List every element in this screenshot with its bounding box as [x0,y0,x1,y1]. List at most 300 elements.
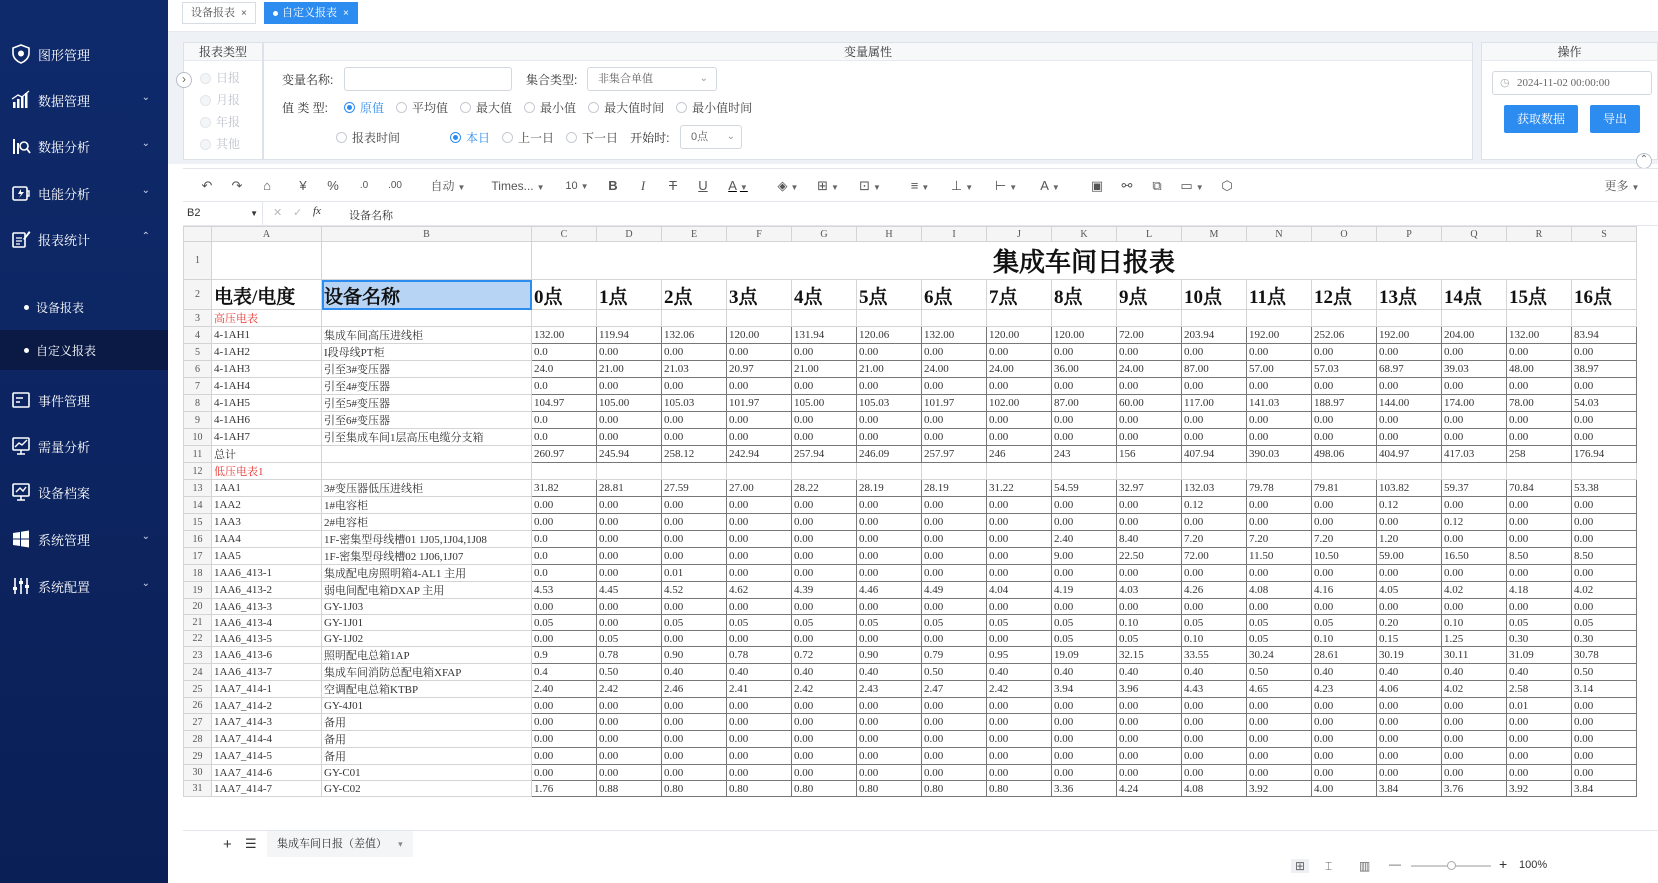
value-cell[interactable]: 0.00 [1247,698,1312,714]
device-name-cell[interactable]: I段母线PT柜 [322,344,532,361]
value-cell[interactable]: 57.00 [1247,361,1312,378]
value-cell[interactable]: 0.00 [1052,565,1117,582]
value-cell[interactable]: 0.00 [532,631,597,647]
value-cell[interactable]: 0.00 [727,765,792,781]
value-cell[interactable]: 144.00 [1377,395,1442,412]
value-cell[interactable] [532,310,597,327]
value-cell[interactable]: 176.94 [1572,446,1637,463]
row-header[interactable]: 21 [184,615,212,631]
value-cell[interactable]: 156 [1117,446,1182,463]
font-color-icon[interactable] [723,175,753,197]
value-cell[interactable]: 19.09 [1052,647,1117,664]
value-cell[interactable]: 0.00 [922,565,987,582]
value-cell[interactable]: 0.00 [1117,698,1182,714]
value-cell[interactable]: 0.10 [1312,631,1377,647]
value-cell[interactable]: 105.03 [857,395,922,412]
hour-header[interactable]: 1点 [597,280,662,310]
hour-header[interactable]: 4点 [792,280,857,310]
device-name-cell[interactable]: 备用 [322,748,532,765]
value-cell[interactable]: 120.06 [857,327,922,344]
sidebar-item-device-archive[interactable] [0,472,168,512]
device-name-cell[interactable]: GY-1J03 [322,599,532,615]
value-cell[interactable]: 0.05 [1247,631,1312,647]
column-header[interactable]: G [792,227,857,242]
value-cell[interactable]: 0.00 [597,765,662,781]
value-cell[interactable]: 3.14 [1572,681,1637,698]
value-cell[interactable]: 0.05 [792,615,857,631]
value-cell[interactable]: 119.94 [597,327,662,344]
value-cell[interactable] [662,463,727,480]
value-cell[interactable]: 0.00 [1507,412,1572,429]
close-icon[interactable]: × [343,8,349,19]
value-cell[interactable] [1117,463,1182,480]
value-cell[interactable]: 0.00 [1052,748,1117,765]
value-cell[interactable]: 87.00 [1052,395,1117,412]
value-cell[interactable]: 101.97 [922,395,987,412]
value-cell[interactable]: 0.00 [1507,565,1572,582]
value-cell[interactable]: 390.03 [1247,446,1312,463]
value-cell[interactable]: 104.97 [532,395,597,412]
value-cell[interactable]: 0.00 [792,497,857,514]
value-cell[interactable]: 0.00 [1182,599,1247,615]
value-cell[interactable]: 4.04 [987,582,1052,599]
value-cell[interactable]: 0.00 [857,748,922,765]
device-name-cell[interactable]: GY-1J02 [322,631,532,647]
value-cell[interactable]: 0.00 [857,698,922,714]
meter-id-cell[interactable]: 1AA6_413-2 [212,582,322,599]
value-cell[interactable]: 0.00 [1442,531,1507,548]
value-cell[interactable]: 0.00 [727,714,792,731]
meter-id-cell[interactable]: 1AA7_414-3 [212,714,322,731]
value-cell[interactable]: 0.00 [857,548,922,565]
value-cell[interactable]: 203.94 [1182,327,1247,344]
value-cell[interactable]: 31.82 [532,480,597,497]
row-header[interactable]: 16 [184,531,212,548]
value-cell[interactable]: 132.06 [662,327,727,344]
row-header[interactable]: 24 [184,664,212,681]
number-format-select[interactable] [423,175,473,197]
row-header[interactable]: 13 [184,480,212,497]
value-cell[interactable]: 4.02 [1442,582,1507,599]
value-cell[interactable]: 0.00 [1377,429,1442,446]
value-cell[interactable]: 192.00 [1247,327,1312,344]
meter-id-cell[interactable]: 1AA2 [212,497,322,514]
font-family-select[interactable] [483,175,553,197]
value-cell[interactable]: 132.00 [922,327,987,344]
row-header[interactable]: 27 [184,714,212,731]
row-header[interactable]: 15 [184,514,212,531]
value-cell[interactable]: 0.00 [662,714,727,731]
value-cell[interactable]: 0.00 [1117,378,1182,395]
expand-icon[interactable]: › [176,72,192,88]
header-device-name[interactable]: 设备名称 [322,280,532,310]
value-cell[interactable]: 0.05 [532,615,597,631]
percent-icon[interactable]: % [327,178,339,193]
value-cell[interactable]: 0.00 [1312,765,1377,781]
row-header[interactable]: 9 [184,412,212,429]
value-cell[interactable]: 0.4 [532,664,597,681]
value-cell[interactable]: 0.00 [1247,378,1312,395]
sidebar-subitem-custom-report[interactable] [0,330,168,370]
value-cell[interactable]: 0.00 [987,429,1052,446]
value-cell[interactable] [857,463,922,480]
column-header[interactable]: H [857,227,922,242]
close-icon[interactable]: × [241,8,247,19]
value-cell[interactable]: 0.00 [662,514,727,531]
value-cell[interactable]: 246 [987,446,1052,463]
value-cell[interactable]: 257.94 [792,446,857,463]
meter-id-cell[interactable]: 1AA6_413-5 [212,631,322,647]
value-cell[interactable]: 0.40 [1507,664,1572,681]
sheet-list-icon[interactable]: ☰ [245,836,257,851]
value-cell[interactable]: 27.00 [727,480,792,497]
value-cell[interactable] [987,310,1052,327]
value-cell[interactable]: 0.00 [532,497,597,514]
value-cell[interactable] [1312,463,1377,480]
value-cell[interactable]: 0.00 [1247,514,1312,531]
value-cell[interactable] [727,310,792,327]
cell[interactable] [212,242,322,280]
column-header[interactable]: C [532,227,597,242]
value-cell[interactable]: 0.00 [662,531,727,548]
device-name-cell[interactable]: GY-1J01 [322,615,532,631]
column-header[interactable]: D [597,227,662,242]
value-cell[interactable]: 0.00 [1377,714,1442,731]
value-cell[interactable]: 0.00 [1442,344,1507,361]
row-header[interactable]: 5 [184,344,212,361]
meter-id-cell[interactable]: 1AA7_414-5 [212,748,322,765]
value-cell[interactable]: 0.00 [857,631,922,647]
value-cell[interactable]: 30.11 [1442,647,1507,664]
value-cell[interactable]: 28.19 [922,480,987,497]
value-cell[interactable]: 0.00 [857,344,922,361]
meter-id-cell[interactable]: 1AA3 [212,514,322,531]
value-cell[interactable]: 0.00 [1507,344,1572,361]
value-cell[interactable]: 0.00 [1182,748,1247,765]
column-header[interactable]: L [1117,227,1182,242]
value-cell[interactable]: 0.40 [727,664,792,681]
value-cell[interactable]: 0.00 [792,631,857,647]
value-cell[interactable]: 0.00 [922,378,987,395]
value-cell[interactable]: 0.88 [597,781,662,797]
value-cell[interactable]: 4.18 [1507,582,1572,599]
value-cell[interactable]: 0.00 [1507,765,1572,781]
value-cell[interactable]: 28.61 [1312,647,1377,664]
value-cell[interactable]: 0.00 [857,565,922,582]
value-cell[interactable]: 417.03 [1442,446,1507,463]
device-name-cell[interactable] [322,463,532,480]
value-cell[interactable]: 0.00 [987,548,1052,565]
redo-icon[interactable]: ↷ [231,178,243,193]
value-cell[interactable]: 0.00 [532,748,597,765]
value-cell[interactable]: 258.12 [662,446,727,463]
value-cell[interactable]: 0.00 [792,548,857,565]
value-cell[interactable]: 246.09 [857,446,922,463]
value-cell[interactable]: 2.42 [597,681,662,698]
value-cell[interactable] [1572,463,1637,480]
value-cell[interactable]: 0.00 [597,599,662,615]
value-cell[interactable]: 0.00 [1117,565,1182,582]
value-cell[interactable]: 0.00 [1442,698,1507,714]
value-cell[interactable]: 0.00 [1247,714,1312,731]
meter-id-cell[interactable]: 1AA1 [212,480,322,497]
value-cell[interactable]: 0.00 [532,698,597,714]
value-cell[interactable]: 0.00 [1312,565,1377,582]
value-cell[interactable]: 4.52 [662,582,727,599]
value-cell[interactable] [1442,310,1507,327]
value-cell[interactable]: 0.00 [1247,412,1312,429]
value-type-raw[interactable] [344,99,384,116]
value-cell[interactable]: 0.00 [1052,344,1117,361]
value-cell[interactable]: 0.00 [662,412,727,429]
hour-header[interactable]: 0点 [532,280,597,310]
value-cell[interactable]: 0.00 [922,631,987,647]
value-cell[interactable]: 131.94 [792,327,857,344]
value-cell[interactable]: 4.16 [1312,582,1377,599]
value-cell[interactable]: 8.50 [1507,548,1572,565]
value-cell[interactable]: 252.06 [1312,327,1377,344]
value-cell[interactable]: 30.78 [1572,647,1637,664]
value-cell[interactable]: 0.00 [662,429,727,446]
value-cell[interactable]: 0.00 [987,531,1052,548]
hour-header[interactable]: 14点 [1442,280,1507,310]
cancel-icon[interactable]: ✕ [273,207,283,219]
device-name-cell[interactable]: GY-4J01 [322,698,532,714]
sidebar-subitem-device-report[interactable] [0,287,168,327]
column-header[interactable]: K [1052,227,1117,242]
device-name-cell[interactable]: 引至集成车间1层高压电缆分支箱 [322,429,532,446]
value-cell[interactable] [1182,310,1247,327]
comment-icon[interactable]: ▭ ▼ [1180,178,1204,193]
value-cell[interactable]: 0.00 [1052,714,1117,731]
report-type-yearly[interactable] [200,111,240,133]
value-cell[interactable]: 24.00 [987,361,1052,378]
normal-view-icon[interactable]: ⊞ [1291,859,1309,873]
value-cell[interactable]: 120.00 [987,327,1052,344]
device-name-cell[interactable]: 集成车间消防总配电箱XFAP [322,664,532,681]
value-cell[interactable]: 0.00 [1117,731,1182,748]
value-cell[interactable]: 24.00 [1117,361,1182,378]
value-cell[interactable]: 0.0 [532,565,597,582]
row-header[interactable]: 31 [184,781,212,797]
value-cell[interactable]: 242.94 [727,446,792,463]
value-cell[interactable]: 0.00 [1052,731,1117,748]
value-cell[interactable]: 0.00 [1247,748,1312,765]
meter-id-cell[interactable]: 1AA7_414-2 [212,698,322,714]
device-name-cell[interactable] [322,446,532,463]
value-cell[interactable]: 4.45 [597,582,662,599]
value-type-min-time[interactable] [676,99,752,116]
value-cell[interactable]: 0.00 [792,698,857,714]
value-cell[interactable] [1312,310,1377,327]
row-header[interactable]: 12 [184,463,212,480]
value-cell[interactable]: 0.10 [1117,615,1182,631]
value-cell[interactable]: 0.05 [857,615,922,631]
value-cell[interactable]: 0.00 [597,497,662,514]
value-cell[interactable]: 0.00 [597,615,662,631]
value-cell[interactable]: 0.00 [1312,698,1377,714]
value-cell[interactable]: 0.00 [597,514,662,531]
column-header[interactable]: E [662,227,727,242]
value-cell[interactable]: 132.03 [1182,480,1247,497]
value-cell[interactable]: 0.40 [1442,664,1507,681]
spreadsheet[interactable] [183,226,1658,830]
value-cell[interactable]: 2.58 [1507,681,1572,698]
value-cell[interactable]: 24.00 [922,361,987,378]
value-cell[interactable]: 0.00 [1117,429,1182,446]
value-cell[interactable]: 2.43 [857,681,922,698]
value-cell[interactable]: 0.00 [1377,765,1442,781]
value-cell[interactable]: 0.80 [922,781,987,797]
hour-header[interactable]: 16点 [1572,280,1637,310]
value-cell[interactable]: 0.00 [1572,412,1637,429]
row-header[interactable]: 10 [184,429,212,446]
value-cell[interactable]: 0.00 [1377,378,1442,395]
value-cell[interactable]: 0.00 [597,344,662,361]
value-cell[interactable]: 0.00 [1182,565,1247,582]
value-cell[interactable]: 102.00 [987,395,1052,412]
column-header[interactable]: M [1182,227,1247,242]
value-cell[interactable]: 0.50 [922,664,987,681]
value-cell[interactable]: 0.00 [857,731,922,748]
row-header[interactable]: 4 [184,327,212,344]
increase-decimal-icon[interactable]: .0 [359,180,369,191]
column-header[interactable]: S [1572,227,1637,242]
value-cell[interactable]: 0.00 [922,531,987,548]
value-cell[interactable]: 0.00 [1507,714,1572,731]
value-cell[interactable]: 0.00 [597,531,662,548]
value-cell[interactable]: 0.00 [792,599,857,615]
value-cell[interactable]: 21.00 [792,361,857,378]
corner-cell[interactable] [184,227,212,242]
section-label[interactable]: 低压电表1 [212,463,322,480]
meter-id-cell[interactable]: 4-1AH7 [212,429,322,446]
value-cell[interactable]: 54.59 [1052,480,1117,497]
text-rotate-icon[interactable]: A ▼ [1040,178,1060,193]
report-type-daily[interactable] [200,67,240,89]
value-cell[interactable]: 0.40 [1377,664,1442,681]
meter-id-cell[interactable]: 4-1AH4 [212,378,322,395]
value-cell[interactable]: 132.00 [1507,327,1572,344]
value-cell[interactable]: 4.02 [1572,582,1637,599]
device-name-cell[interactable]: 3#变压器低压进线柜 [322,480,532,497]
value-cell[interactable] [1507,310,1572,327]
value-cell[interactable]: 132.00 [532,327,597,344]
zoom-out-icon[interactable]: — [1389,857,1401,871]
value-cell[interactable]: 0.00 [792,565,857,582]
value-cell[interactable] [1182,463,1247,480]
meter-id-cell[interactable]: 1AA4 [212,531,322,548]
value-cell[interactable]: 79.78 [1247,480,1312,497]
value-type-max[interactable] [460,99,512,116]
value-cell[interactable]: 0.00 [1507,497,1572,514]
value-cell[interactable]: 0.00 [1052,698,1117,714]
value-cell[interactable]: 0.00 [1572,731,1637,748]
value-cell[interactable]: 105.00 [792,395,857,412]
value-cell[interactable]: 0.00 [792,731,857,748]
value-cell[interactable]: 30.24 [1247,647,1312,664]
value-cell[interactable] [662,310,727,327]
value-cell[interactable]: 0.05 [1572,615,1637,631]
date-picker[interactable] [1492,71,1652,95]
value-cell[interactable]: 0.00 [1052,765,1117,781]
value-cell[interactable]: 0.00 [1377,731,1442,748]
value-cell[interactable]: 0.00 [727,731,792,748]
value-cell[interactable] [1507,463,1572,480]
start-hour-select[interactable] [680,125,742,149]
value-cell[interactable]: 0.80 [987,781,1052,797]
format-painter-icon[interactable]: ⌂ [263,178,271,193]
value-cell[interactable]: 0.00 [987,565,1052,582]
meter-id-cell[interactable]: 4-1AH1 [212,327,322,344]
value-cell[interactable]: 2.46 [662,681,727,698]
value-cell[interactable]: 0.00 [1572,599,1637,615]
value-cell[interactable]: 0.00 [987,714,1052,731]
value-cell[interactable]: 0.00 [532,714,597,731]
value-cell[interactable]: 32.15 [1117,647,1182,664]
value-cell[interactable]: 54.03 [1572,395,1637,412]
device-name-cell[interactable]: GY-C01 [322,765,532,781]
value-cell[interactable]: 4.23 [1312,681,1377,698]
value-cell[interactable]: 0.00 [1442,497,1507,514]
value-cell[interactable]: 4.49 [922,582,987,599]
value-cell[interactable]: 0.00 [1182,698,1247,714]
value-cell[interactable]: 10.50 [1312,548,1377,565]
value-cell[interactable]: 38.97 [1572,361,1637,378]
tab-device-report[interactable] [182,2,256,24]
zoom-in-icon[interactable]: + [1499,856,1508,872]
device-name-cell[interactable]: 备用 [322,714,532,731]
value-cell[interactable]: 0.15 [1377,631,1442,647]
value-cell[interactable] [597,310,662,327]
value-cell[interactable]: 0.00 [1312,731,1377,748]
value-cell[interactable]: 0.05 [1052,631,1117,647]
value-cell[interactable]: 174.00 [1442,395,1507,412]
value-cell[interactable]: 0.00 [857,531,922,548]
value-cell[interactable]: 0.00 [1442,429,1507,446]
value-cell[interactable]: 0.0 [532,531,597,548]
value-cell[interactable]: 0.00 [597,548,662,565]
add-sheet-icon[interactable]: + [223,836,232,853]
section-label[interactable]: 高压电表 [212,310,322,327]
value-cell[interactable]: 1.25 [1442,631,1507,647]
device-name-cell[interactable]: 1F-密集型母线槽01 1J05,1J04,1J08 [322,531,532,548]
value-cell[interactable]: 0.00 [1247,765,1312,781]
column-header[interactable]: Q [1442,227,1507,242]
value-cell[interactable]: 0.00 [1572,765,1637,781]
meter-id-cell[interactable]: 4-1AH5 [212,395,322,412]
value-cell[interactable]: 20.97 [727,361,792,378]
value-cell[interactable]: 0.00 [1247,731,1312,748]
device-name-cell[interactable]: 引至4#变压器 [322,378,532,395]
device-name-cell[interactable] [322,310,532,327]
currency-icon[interactable]: ¥ [299,178,307,193]
sidebar-item-data-mgmt[interactable] [0,80,168,120]
value-cell[interactable]: 0.00 [662,599,727,615]
wrap-icon[interactable]: ⊢ ▼ [994,178,1018,193]
meter-id-cell[interactable]: 1AA6_413-1 [212,565,322,582]
link-icon[interactable]: ⚯ [1121,178,1133,193]
row-header[interactable]: 28 [184,731,212,748]
value-cell[interactable]: 0.40 [1182,664,1247,681]
meter-id-cell[interactable]: 总计 [212,446,322,463]
cell[interactable] [322,242,532,280]
value-cell[interactable]: 16.50 [1442,548,1507,565]
value-cell[interactable]: 260.97 [532,446,597,463]
value-cell[interactable]: 105.03 [662,395,727,412]
value-cell[interactable]: 0.00 [727,631,792,647]
value-cell[interactable]: 3.94 [1052,681,1117,698]
